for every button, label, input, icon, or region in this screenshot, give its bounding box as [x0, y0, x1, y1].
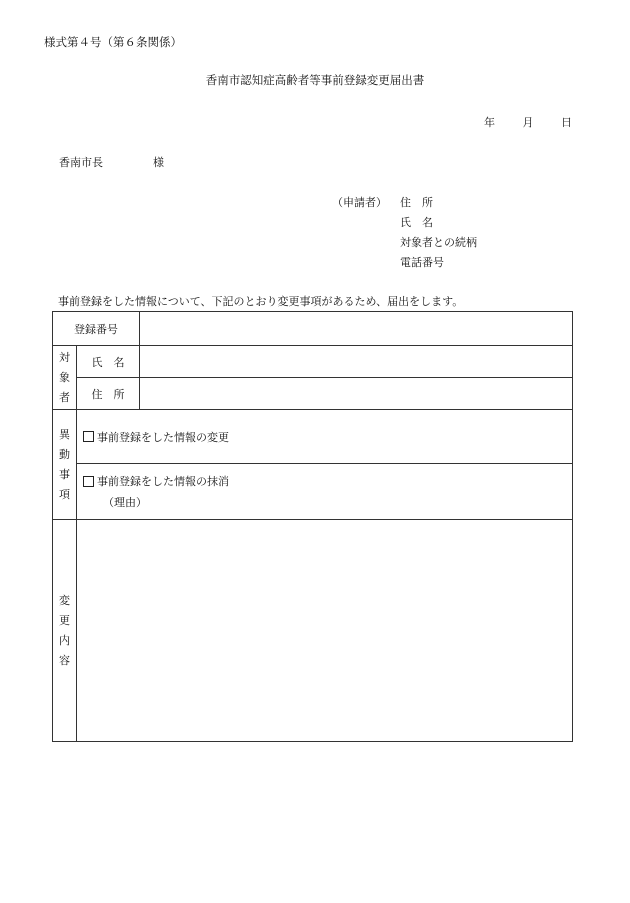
applicant-label: （申請者）	[332, 196, 387, 209]
addressee	[59, 154, 164, 170]
subject-label-char: 対	[59, 350, 70, 364]
option-change-label: 事前登録をした情報の変更	[97, 430, 229, 444]
registration-number-field[interactable]	[140, 312, 573, 346]
delete-checkbox[interactable]	[83, 476, 94, 487]
subject-address-field[interactable]	[140, 378, 573, 410]
change-type-label	[53, 410, 77, 520]
option-delete-label: 事前登録をした情報の抹消	[97, 475, 229, 488]
change-type-label-char: 異	[59, 427, 70, 441]
addressee-name: 香南市長	[59, 156, 103, 169]
details-label-char: 更	[59, 613, 70, 627]
subject-label	[53, 346, 77, 410]
change-type-label-char: 動	[59, 447, 70, 461]
subject-name-label: 氏 名	[77, 346, 140, 378]
option-change-cell	[77, 410, 573, 464]
applicant-name-label: 氏 名	[400, 216, 433, 229]
addressee-honorific: 様	[153, 156, 164, 169]
subject-address-label: 住 所	[77, 378, 140, 410]
subject-label-char: 者	[59, 390, 70, 404]
registration-change-table	[52, 311, 573, 742]
change-type-label-char: 事	[59, 467, 70, 481]
month-label: 月	[522, 116, 534, 129]
year-label: 年	[484, 116, 495, 129]
date-line	[484, 114, 572, 130]
details-label-char: 内	[59, 633, 70, 647]
intro-text: 事前登録をした情報について、下記のとおり変更事項があるため、届出をします。	[58, 295, 464, 308]
details-label	[53, 520, 77, 742]
details-label-char: 変	[59, 593, 70, 607]
applicant-address-label: 住 所	[400, 196, 433, 209]
reason-label: （理由）	[103, 496, 147, 509]
change-checkbox[interactable]	[83, 431, 94, 442]
registration-number-label: 登録番号	[53, 312, 140, 346]
applicant-relationship-label: 対象者との続柄	[400, 236, 477, 249]
form-number: 様式第４号（第６条関係）	[44, 35, 182, 49]
document-title: 香南市認知症高齢者等事前登録変更届出書	[205, 73, 425, 87]
applicant-phone-label: 電話番号	[400, 256, 444, 269]
subject-label-char: 象	[59, 370, 70, 384]
subject-name-field[interactable]	[140, 346, 573, 378]
option-delete-cell	[77, 464, 573, 520]
details-label-char: 容	[59, 653, 70, 667]
day-label: 日	[561, 116, 572, 129]
details-field[interactable]	[77, 520, 573, 742]
change-type-label-char: 項	[59, 487, 70, 501]
